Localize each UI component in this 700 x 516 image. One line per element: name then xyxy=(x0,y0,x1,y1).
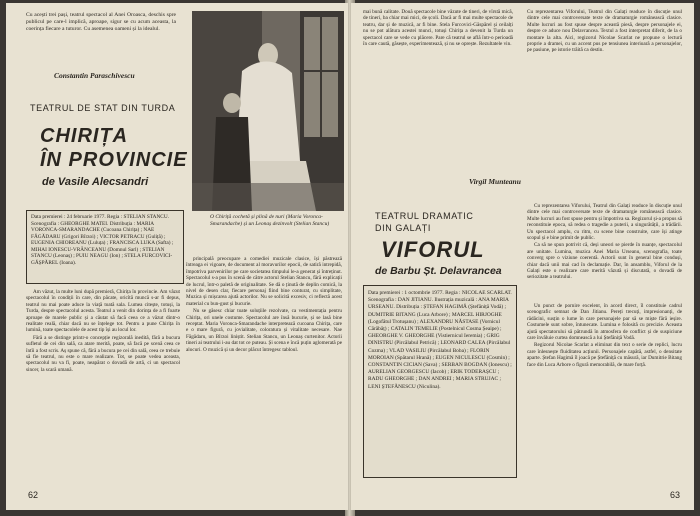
left-column-1 xyxy=(26,289,180,374)
play-title: VIFORUL xyxy=(381,237,485,262)
photo-caption: O Chiriță cochetă și plină de nuri (Maria Voronca-Smarandache) și un Leonaș dezinvolt (Stelian Stancu) xyxy=(210,214,330,227)
title-line-1: CHIRIȚA xyxy=(40,125,129,147)
intro-paragraph: Cu acești trei pași, teatrul spectacol al Anei Oroasca, deschis spre publicul pe care-l implică, aproape, sigur se cu acum aceasta, la coerința fiecare a tuturor. Cu asemenea oameni și la idealul. xyxy=(26,12,176,32)
left-column-2 xyxy=(186,256,342,354)
production-photo xyxy=(192,11,344,211)
theatre-kicker-line-1: TEATRUL DRAMATIC xyxy=(375,211,474,221)
right-col2-para-1: Cu reprezentarea Viforului, Teatrul din Galați readuce în discuție unul dintre cele mai controversate texte de dramaturgie românească clasice. Multe lucruri au fost spuse pentru și împotriva sa. Regizorul și-a propus să reconstituie epoca, să redea o tragedie a puterii, a singurătății, a trădării. Un spectacol amplu, cu ritm, cu scene bine construite, care își atinge scopul și e bine primit de public. xyxy=(527,203,682,242)
theatre-kicker: TEATRUL DE STAT DIN TURDA xyxy=(30,103,176,113)
intro-signature: Constantin Paraschivescu xyxy=(54,71,135,80)
right-col1-para-2: Regizorul Nicolae Scarlat a eliminat din text o serie de replici, lucru care înlesnește fluiditatea acțiunii. Personajele capătă, astfel, o densitate aparte. Ștefan Hagimă îl joacă pe Ștefăniță cu măsură, iar Dumitrie Bitang face din Luca Arbore o figură memorabilă, de mare forță. xyxy=(527,342,682,368)
page-number-left: 62 xyxy=(28,490,39,500)
right-column-2b xyxy=(527,303,682,369)
play-author: de Vasile Alecsandri xyxy=(42,176,149,188)
title-line-2: ÎN PROVINCIE xyxy=(40,149,188,171)
credits-text: Data premierei : 24 februarie 1977. Regia : STELIAN STANCU. Scenografia : GHEORGHE MATEI. Distribuția : MARIA VORONCA-SMARANDACHE (Cucoana Chirița) ; NAE FĂGĂDARU (Grigori Bîrzoi) ; VICTOR PETRACU (Guliță) ; EUGENIA CHIOREANU (Luluța) ; FRANCISCA LUKA (Safta) ; MIHAI IONESCU-VRÂNCEANU (Domnul Sarl) ; STELIAN STANCU (Leonaș) ; PUIU NEAGU (Ion) ; STELA FURCOVICI-GĂȘPĂREL (Ioana). xyxy=(31,214,174,266)
credits-box-right xyxy=(363,285,517,478)
credits-box xyxy=(26,210,184,284)
right-column-2 xyxy=(527,203,682,282)
play-author-right: de Barbu Șt. Delavrancea xyxy=(375,265,502,277)
left-col2-para-1: principală preocupare a comediei muzicale clasice, își păstrează întreaga ei vigoare, de document al moravurilor epocii, de satiră intrepidă, împotriva parvenirilor pe care societatea timpului le-a generat și întreținut. Spectacolul s-a pus în scenă de către actorul Stelian Stancu, fără explicații de lucrul, într-o paletă de originalitate. Se dă o ținută de deplin comică, la nivel de desen clar, fiecare personaj fiind bine conturat, cu simplitate, Muzica și mișcarea ajută actorilor. Nu se solicită excesiv, ci reflectă acest material cu bun-gust și bucurie. xyxy=(186,256,342,307)
right-col2-para-2: Ca să ne spun potrivit că, deși uneori se pierde în nuanțe, spectacolul are unitate. Lumina, muzica Anei Maria Urseanu, scenografia, toate converg spre o viziune coerentă. Actorii sunt în general bine conduși, chiar dacă unii mai cad în declamație. Dar, în ansamblu, Viforul de la Galați este o realizare care merită văzută și discutată, o dovadă de seriozitate a teatrului. xyxy=(527,242,682,281)
credits-text-right: Data premierei : 1 octombrie 1977. Regia : NICOLAE SCARLAT. Scenografia : DAN JITIANU. Ilustrația muzicală : ANA MARIA URSEANU. Distribuția : ȘTEFAN HAGIMĂ (Ștefăniță Vodă) ; DUMITRIE BITANG (Luca Arbore) ; MARCEL HIRJOGHE (Logofătul Trotușanu) ; ALEXANDRU NĂSTASE (Vornicul Cărăbăț) ; CATALIN TEMELIE (Postelnicul Cosma Șeaipe) ; GHEORGHE V. GHEORGHE (Vistiernicul Ieremia) ; GRIG DINISTRU (Pircălabul Petrică) ; LEONARD CALEA (Pircălabul Cozma) ; VLAD VASILIU (Pircălabul Boba) ; FLORIN MOROIAN (Spătarul Hrană) ; EUGEN NICULESCU (Cosmin) ; CONSTANTIN CICIAN (Sava) ; SERBAN BOGDAN (Ionescu) ; AURELIAN GEORGESCU (Iacob) ; ERIK TODERAȘCU ; RADU GHEORGHE ; DAN ANDREI ; MARIA STRUJAC ; LENI ȘTEFĂNESCU (Niculina). xyxy=(368,290,512,390)
left-col1-para-2: Fără a se distinge printr-o concepție regizorală inedită, fără a bucura sufletul de cei din sală, ca atare merită, poate, să facă pe scenă ceea ce întîi a fost scris. Aș spune că, fără a bucura pe cei din sală, ceea ce trebuie să fie teatrul, nu este o mare realizare. Tot, se poate vedea aceasta, spectacolul nu va fi, poate, neapărat o dovadă de artă, ci un spectacol sincer, la scară umană. xyxy=(26,334,180,373)
right-top-column-1: mai bună calitate. Două spectacole bine văzute de tineri, de vîrstă mică, de tineri, ba chiar mai mici, de școli. Dacă ar fi mai multe spectacole de teatru, dar și de muzică, ar fi bine. Stela Furcovici-Găspărel și ceilalți nu se pot alătura acestei munci, totuși Chirița a devenit la Turda un spectacol care se vede cu plăcere. Pare că teatrul se află într-o perioadă în care caută, găsește, experimentează, și nu se oprește. Rezultatele vin. xyxy=(363,9,513,48)
review-signature: Virgil Munteanu xyxy=(469,177,521,186)
left-page xyxy=(6,3,348,510)
stage-photo-image xyxy=(192,11,344,211)
left-col2-para-2: Nu se găsesc chiar toate soluțiile rezolvate, ca vestimentația pentru Chirița, ori unele costume. Spectacolul are însă bucurie, și se lasă bine receptat. Maria Voronca-Smarandache interpretează cucoana Chirița, care e o mare figură, cu jovialitate, coloratura și vitalitate necesare. Nae Făgădaru, un Bîrzoi liniștit. Stelian Stancu, un Leonaș curtenitor. Actorii tineri ai teatrului i-au dat tot ce puteau. Și scena e încă puțin aglomerată pe alocuri. O muzică și un decor plăcut întregesc tabloul. xyxy=(186,308,342,353)
right-top-column-2: Cu reprezentarea Viforului, Teatrul din Galați readuce în discuție unul dintre cele mai controversate texte de dramaturgie românească clasice. Multe lucruri au fost spuse despre această piesă, despre personajele ei, despre ce aduce nou Delavrancea. Textul a fost interpretat diferit, de la o montare la alta. Aici, regizorul Nicolae Scarlat ne propune o lectură proprie a dramei, cu un accent pus pe tensiunea interioară a personajelor, pe pasiune, pe istorie trăită ca destin. xyxy=(527,9,682,54)
left-col1-para-1: Am văzut, la multe luni după premieră, Chirița în provincie. Am văzut spectacolul în condiții în care, din păcate, oricîtă muncă s-ar fi depus, teatrul nu mai poate aduce la viață toată sala. Lumea citește, totuși, la Turda, despre spectacolul acesta. Teatrul a venit din dorința de a fi foarte aproape de marele public și a căutat să facă ceea ce a văzut dintr-o realitate reală, chiar dacă nu se înțelege tot. Pentru a pune Chirița în lumină, toate spectacolele de acest tip își au locul lor. xyxy=(26,289,180,334)
page-number-right: 63 xyxy=(669,490,680,500)
right-col1-para-1: Un punct de pornire excelent, în acord direct, îl constituie cadrul scenografic semnat de Dan Jitianu. Pereți trecuți, impresionanți, de rădăcini, susțin o lume în care personajele par să se miște fără ieșire. Costumele sunt sobre, întunecate. Lumina e folosită cu precizie. Aceasta ajută spectatorului să pătrundă în atmosfera de conflict și de suspiciune care învăluie curtea domnească a lui Ștefăniță Vodă. xyxy=(527,303,682,342)
right-page xyxy=(351,3,694,510)
theatre-kicker-line-2: DIN GALAȚI xyxy=(375,223,432,233)
